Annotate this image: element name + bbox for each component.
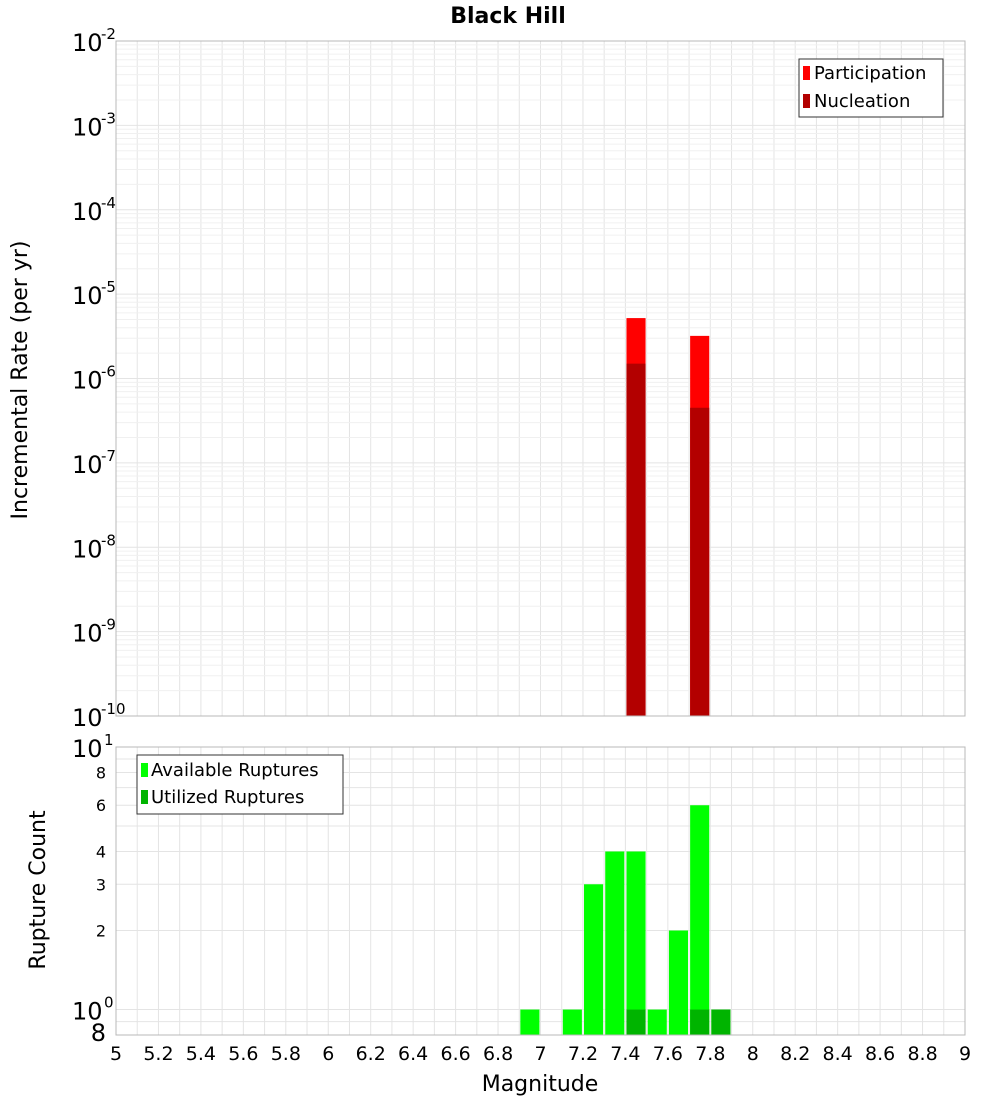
x-tick-label: 7 (534, 1043, 547, 1065)
nucleation-legend-swatch (803, 94, 810, 108)
rate-y-tick-base: 10 (72, 535, 103, 564)
x-tick-label: 6.2 (355, 1043, 386, 1065)
count-y-tick-exponent: 1 (104, 731, 114, 749)
available-ruptures-bar (669, 931, 688, 1035)
x-tick-label: 5 (109, 1043, 123, 1065)
available-ruptures-bar (584, 884, 603, 1035)
rate-y-tick-base: 10 (72, 366, 103, 395)
x-tick-label: 6 (322, 1043, 335, 1065)
rate-y-tick-exponent: -7 (101, 446, 116, 465)
x-tick-label: 6.6 (440, 1043, 471, 1065)
count-y-tick-exponent: 0 (104, 993, 114, 1012)
available-ruptures-bar (690, 805, 709, 1035)
nucleation-legend-label: Nucleation (814, 91, 911, 112)
utilized-ruptures-bar (690, 1010, 709, 1035)
rate-y-tick-base: 10 (72, 197, 103, 226)
count-y-tick-base: 10 (72, 735, 103, 763)
x-tick-label: 9 (958, 1043, 972, 1065)
utilized-ruptures-bar (711, 1010, 730, 1035)
utilized-ruptures-bar (626, 1010, 645, 1035)
x-tick-label: 8.8 (907, 1043, 938, 1065)
rate-y-tick-base: 10 (72, 113, 103, 142)
x-tick-label: 8.4 (822, 1043, 853, 1065)
rate-y-tick-exponent: -9 (101, 615, 116, 634)
x-tick-label: 8 (746, 1043, 759, 1065)
x-tick-label: 8.2 (780, 1043, 811, 1065)
participation-legend-swatch (803, 66, 810, 80)
count-y-minor-tick-label: 6 (95, 796, 106, 816)
rate-y-tick-exponent: -5 (101, 278, 116, 297)
count-y-minor-tick-label: 4 (95, 842, 106, 862)
x-tick-label: 5.4 (185, 1043, 217, 1065)
rate-y-tick-exponent: -6 (101, 362, 116, 381)
utilized-ruptures-legend-swatch (141, 790, 148, 804)
rate-y-tick-exponent: -10 (101, 700, 126, 718)
x-tick-label: 5.2 (143, 1043, 174, 1065)
rate-y-tick-exponent: -2 (101, 25, 116, 43)
x-tick-label: 5.6 (228, 1043, 259, 1065)
available-ruptures-legend-swatch (141, 763, 148, 777)
available-ruptures-bar (648, 1010, 667, 1035)
count-y-minor-tick-label: 3 (95, 875, 106, 895)
rate-y-tick-base: 10 (72, 29, 103, 57)
rate-y-tick-base: 10 (72, 282, 103, 311)
count-y-minor-tick-label: 2 (95, 921, 106, 941)
rate-y-tick-base: 10 (72, 450, 103, 479)
x-tick-label: 7.4 (610, 1043, 641, 1065)
rate-y-tick-exponent: -4 (101, 193, 116, 212)
rate-y-tick-base: 10 (72, 704, 103, 732)
x-tick-label: 7.2 (567, 1043, 599, 1065)
rate-y-tick-exponent: -8 (101, 531, 116, 550)
utilized-ruptures-legend-label: Utilized Ruptures (151, 787, 305, 808)
available-ruptures-legend-label: Available Ruptures (151, 760, 319, 781)
nucleation-bar (626, 364, 645, 716)
x-tick-label: 7.8 (695, 1043, 726, 1065)
x-tick-label: 5.8 (270, 1043, 301, 1065)
x-tick-label: 6.4 (398, 1043, 429, 1065)
x-tick-label: 7.6 (652, 1043, 683, 1065)
count-y-tick-base: 10 (72, 997, 103, 1026)
available-ruptures-bar (626, 851, 645, 1035)
x-tick-label: 6.8 (482, 1043, 514, 1065)
chart-title: Black Hill (450, 4, 566, 29)
x-axis-label: Magnitude (481, 1072, 599, 1097)
rate-y-tick-base: 10 (72, 619, 103, 648)
rate-y-tick-exponent: -3 (101, 109, 116, 128)
available-ruptures-bar (605, 851, 624, 1035)
available-ruptures-bar (563, 1010, 582, 1035)
count-y-axis-label: Rupture Count (26, 810, 51, 970)
nucleation-bar (690, 408, 709, 716)
available-ruptures-bar (520, 1010, 539, 1035)
x-tick-label: 8.6 (864, 1043, 896, 1065)
participation-legend-label: Participation (814, 63, 927, 84)
count-y-minor-tick-label: 8 (90, 1019, 106, 1047)
count-y-minor-tick-label: 8 (95, 763, 106, 783)
rate-y-axis-label: Incremental Rate (per yr) (8, 240, 33, 520)
